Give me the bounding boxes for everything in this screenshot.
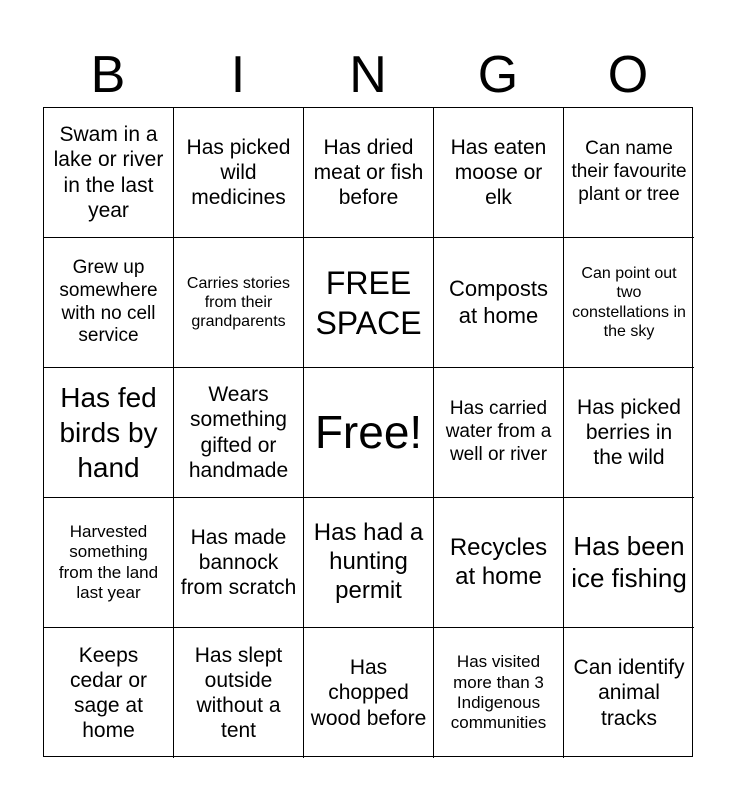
bingo-cell[interactable]: Keeps cedar or sage at home [44,628,174,758]
bingo-cell[interactable]: Composts at home [434,238,564,368]
free-space-cell[interactable]: FREE SPACE [304,238,434,368]
bingo-cell[interactable]: Has picked berries in the wild [564,368,694,498]
bingo-board [43,107,693,757]
bingo-cell[interactable]: Has been ice fishing [564,498,694,628]
header-letter-i: I [230,46,246,104]
bingo-cell[interactable]: Has slept outside without a tent [174,628,304,758]
bingo-cell[interactable]: Wears something gifted or handmade [174,368,304,498]
bingo-cell[interactable]: Recycles at home [434,498,564,628]
header-letter-n: N [349,46,387,104]
bingo-cell[interactable]: Has picked wild medicines [174,108,304,238]
bingo-cell[interactable]: Harvested something from the land last year [44,498,174,628]
bingo-cell[interactable]: Can identify animal tracks [573,656,685,730]
header-letter-b: B [90,46,126,104]
bingo-cell[interactable]: Has carried water from a well or river [434,368,564,498]
bingo-cell[interactable]: Can point out two constellations in the sky [564,238,694,368]
bingo-cell[interactable]: Has visited more than 3 Indigenous communities [434,628,564,758]
bingo-cell[interactable]: Carries stories from their grandparents [174,238,304,368]
bingo-cell[interactable]: Has made bannock from scratch [174,498,304,628]
bingo-header [43,42,693,108]
bingo-cell[interactable]: Has fed birds by hand [44,368,174,498]
bingo-cell[interactable]: Can name their favourite plant or tree [564,108,694,238]
bingo-cell[interactable]: Grew up somewhere with no cell service [44,238,174,368]
header-letter-o: O [607,46,649,104]
bingo-cell[interactable]: Swam in a lake or river in the last year [44,108,174,238]
bingo-cell[interactable]: Has dried meat or fish before [304,108,434,238]
free-center-cell[interactable]: Free! [304,368,434,498]
bingo-cell[interactable]: Has eaten moose or elk [434,108,564,238]
header-letter-g: G [477,46,519,104]
bingo-cell[interactable]: Has had a hunting permit [304,498,434,628]
bingo-cell[interactable]: Has chopped wood before [304,628,434,758]
